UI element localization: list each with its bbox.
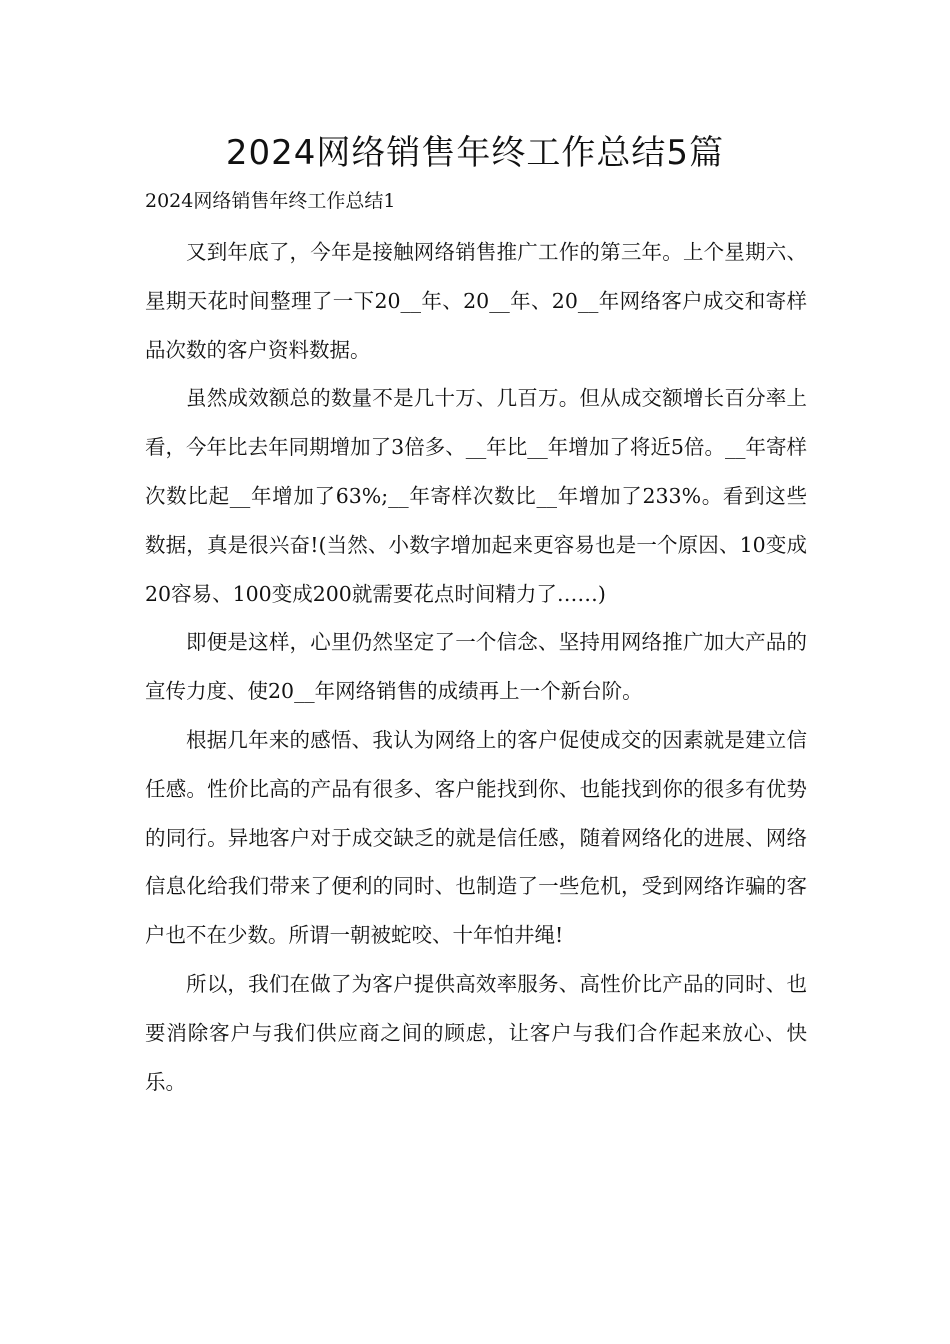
document-body [145, 228, 807, 1106]
paragraph: 根据几年来的感悟、我认为网络上的客户促使成交的因素就是建立信任感。性价比高的产品有很多、客户能找到你、也能找到你的很多有优势的同行。异地客户对于成交缺乏的就是信任感，随着网络化的进展、网络信息化给我们带来了便利的同时、也制造了一些危机，受到网络诈骗的客户也不在少数。所谓一朝被蛇咬、十年怕井绳! [145, 727, 807, 948]
paragraph: 所以，我们在做了为客户提供高效率服务、高性价比产品的同时、也要消除客户与我们供应商之间的顾虑，让客户与我们合作起来放心、快乐。 [145, 971, 807, 1094]
paragraph: 又到年底了，今年是接触网络销售推广工作的第三年。上个星期六、星期天花时间整理了一下20__年、20__年、20__年网络客户成交和寄样品次数的客户资料数据。 [145, 240, 807, 362]
paragraph: 虽然成效额总的数量不是几十万、几百万。但从成交额增长百分率上看，今年比去年同期增加了3倍多、__年比__年增加了将近5倍。__年寄样次数比起__年增加了63%;__年寄样次数比__年增加了233%。看到这些数据，真是很兴奋!(当然、小数字增加起来更容易也是一个原因、10变成20容易、100变成200就需要花点时间精力了……) [145, 386, 807, 606]
paragraph: 即便是这样，心里仍然坚定了一个信念、坚持用网络推广加大产品的宣传力度、使20__年网络销售的成绩再上一个新台阶。 [145, 630, 807, 704]
section-heading: 2024网络销售年终工作总结1 [145, 190, 396, 212]
document-title: 2024网络销售年终工作总结5篇 [225, 133, 725, 173]
